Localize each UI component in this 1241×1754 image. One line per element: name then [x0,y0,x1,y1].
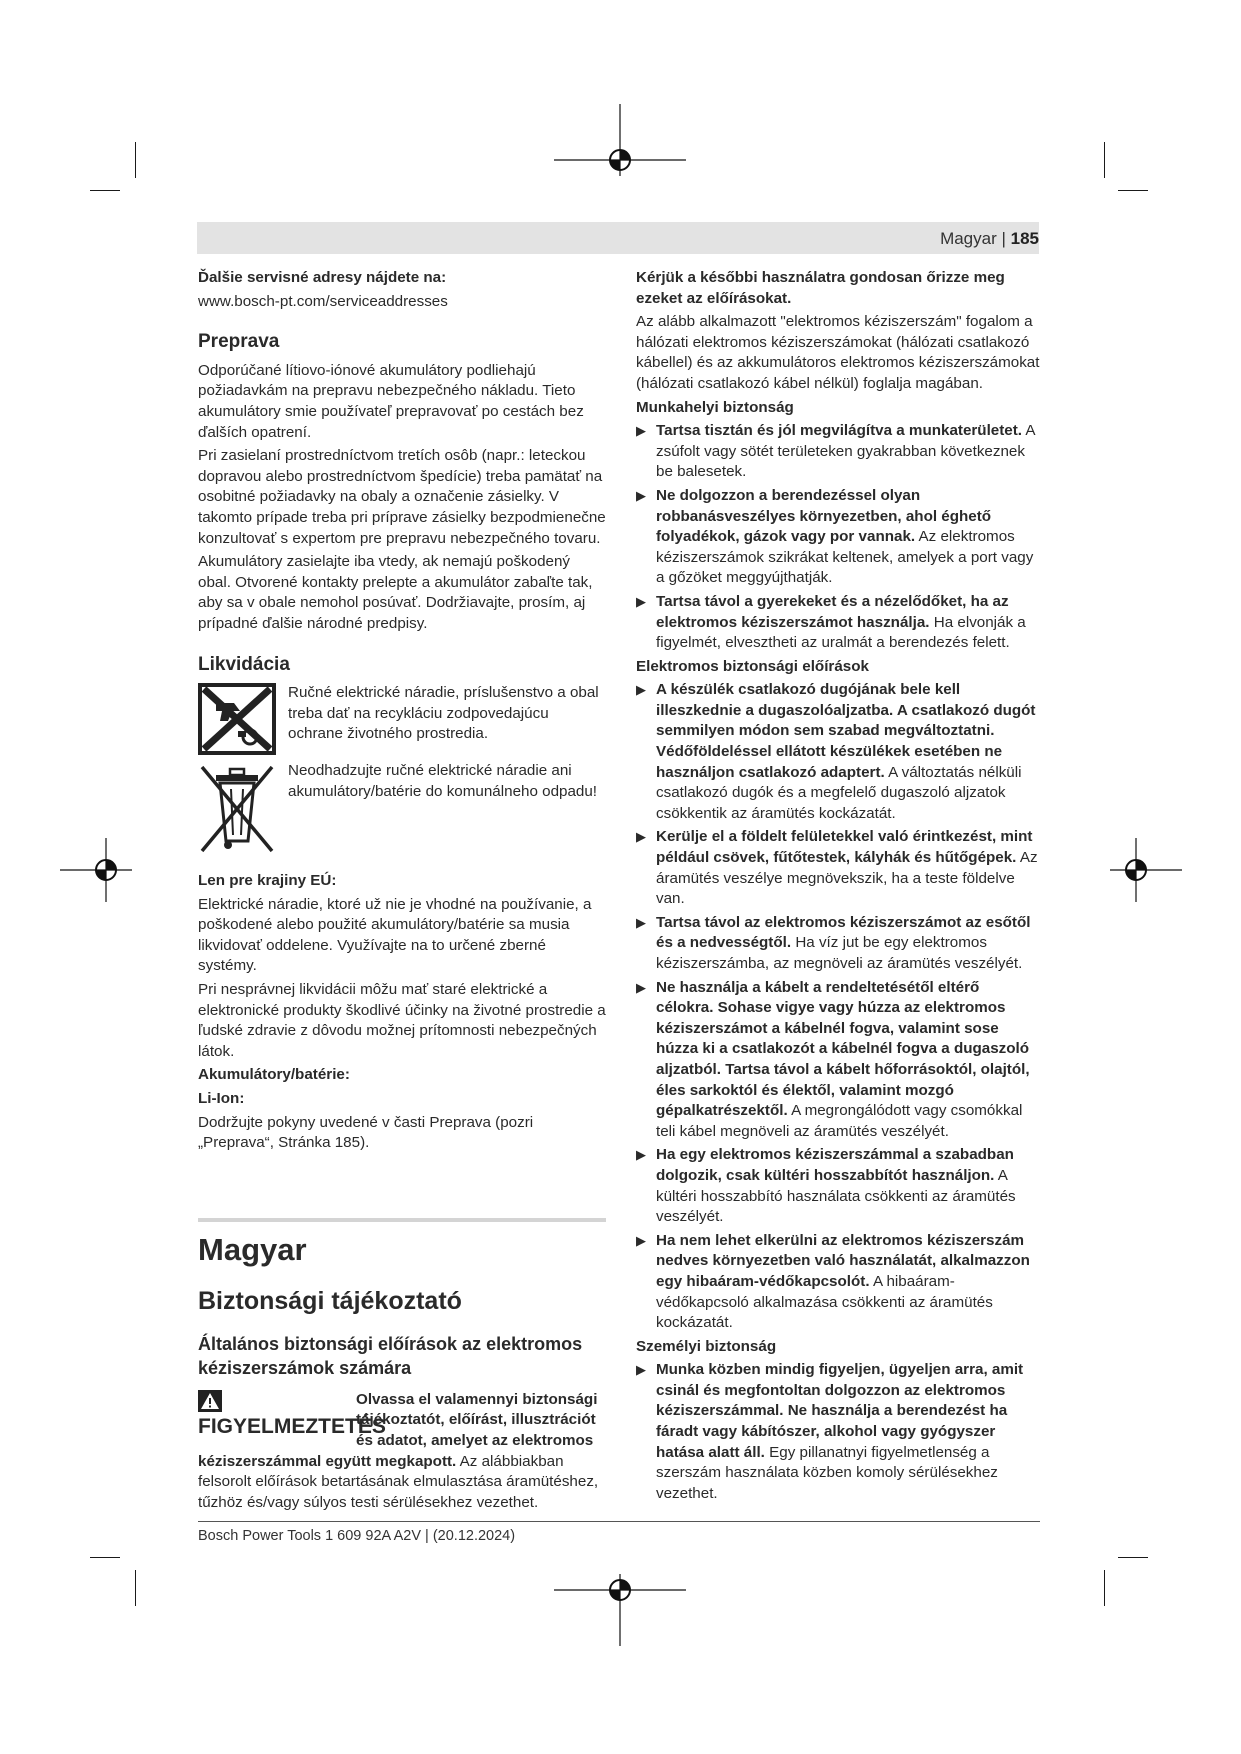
item-text: Ha elvonják a figyelmét, elvesztheti az uralmát a berendezés felett. [656,613,1026,652]
item-text: A hibaáram-védőkapcsoló alkalmazása csökkenti az áramütés kockázatát. [656,1272,993,1332]
biztonsagi-heading: Biztonsági tájékoztató [198,1286,462,1315]
crop-mark [90,190,120,191]
item-text: Egy pillanatnyi figyelmetlenség a szerszám használata közben komoly sérülésekhez vezethet. [656,1443,998,1502]
item-bold: Ha nem lehet elkerülni az elektromos kéziszerszám nedves környezetben való használatát, alkalmazzon egy hibaáram-védőkapcsolót. [656,1231,1030,1290]
recycle-text: Ručné elektrické náradie, príslušenstvo a obal treba dať na recykláciu zodpovedajúcu ochrane životného prostredia. [288,684,599,743]
bullet-arrow-icon: ▶ [636,1147,646,1163]
preprava-paragraph: Pri zasielaní prostredníctvom tretích osôb (napr.: leteckou dopravou alebo prostredníctvom špedície) treba pamätať na osobitné požiadavky na obaly a označenie zásielky. V takomto prípade treba pri príprave zásielky bezpodmienečne konzultovať s expertom pre prepravu nebezpečného tovaru. [198,447,606,547]
item-bold: Munka közben mindig figyeljen, ügyeljen arra, amit csinál és megfontoltan dolgozzon az elektromos kéziszerszámmal. Ne használja a berendezést ha fáradt vagy kábítószer, alkohol vagy gyógyszer hatása alatt áll. [656,1361,1024,1461]
header-section: Magyar [940,229,997,248]
list-item [636,680,1040,824]
registration-mark-icon [60,838,132,902]
likvidacia-heading: Likvidácia [198,653,290,675]
warning-triangle-icon [198,1390,222,1412]
elektromos-heading: Elektromos biztonsági előírások [636,657,869,675]
item-text: A zsúfolt vagy sötét területeken gyakrabban következnek be balesetek. [656,422,1035,481]
altalanos-heading: Általános biztonsági előírások az elektromos kéziszerszámok számára [198,1333,583,1378]
list-item [636,913,1040,975]
item-bold: Tartsa távol az elektromos kéziszerszámot az esőtől és a nedvességtől. [656,913,1031,952]
bullet-arrow-icon: ▶ [636,487,646,503]
list-item [636,592,1040,654]
recycle-notice [198,683,606,755]
crop-mark [1104,1570,1105,1606]
list-item [636,1231,1040,1334]
liion-text: Dodržujte pokyny uvedené v časti Preprava (pozri „Preprava“, Stránka 185). [198,1113,534,1152]
bullet-arrow-icon: ▶ [636,1362,646,1378]
bullet-arrow-icon: ▶ [636,682,646,698]
left-column [198,268,606,1513]
list-item [636,1145,1040,1227]
crop-mark [1118,1557,1148,1558]
registration-mark-icon [554,104,686,176]
item-bold: Ha egy elektromos kéziszerszámmal a szabadban dolgozik, csak kültéri hosszabbítót használjon. [656,1146,1014,1184]
item-text: A változtatás nélküli csatlakozó dugók és a megfelelő dugaszoló aljzatok csökkentik az áramütés kockázatát. [656,763,1022,822]
item-bold: Ne használja a kábelt a rendeltetésétől eltérő célokra. Sohase vigye vagy húzza az elektromos kéziszerszámot a kábelnél fogva, valamint sose húzza ki a csatlakozót a kábelnél fogva a dugaszoló aljzatból. Tartsa távol a kábelt hőforrásoktól, olajtól, éles sarkoktól és élektől, valamint mozgó gépalkatrészektől. [656,978,1030,1120]
crossed-bin-icon [198,761,276,857]
intro-text: Az alább alkalmazott "elektromos kéziszerszám" fogalom a hálózati elektromos kéziszerszámokat (hálózati csatlakozó kábellel) és az akkumulátoros elektromos kéziszerszámokat (hálózati csatlakozó kábel nélkül) foglalja magában. [636,313,1040,392]
crop-mark [135,1570,136,1606]
warning-text: Az alábbiakban felsorolt előírások betartásának elmulasztása áramütéshez, tűzhöz és/vagy súlyos testi sérülésekhez vezethet. [198,1452,599,1511]
bullet-arrow-icon: ▶ [636,593,646,609]
magyar-heading: Magyar [198,1231,307,1267]
list-item [636,486,1040,589]
right-column [636,268,1040,1507]
preprava-heading: Preprava [198,331,280,353]
crop-mark [90,1557,120,1558]
warning-label-text: FIGYELMEZTETÉS [198,1414,386,1438]
bullet-arrow-icon: ▶ [636,914,646,930]
service-heading: Ďalšie servisné adresy nájdete na: [198,269,447,286]
intro-bold: Kérjük a későbbi használatra gondosan őrizze meg ezeket az előírásokat. [636,269,1005,307]
crop-mark [135,142,136,178]
footer-rule [198,1521,1040,1522]
item-text: A kültéri hosszabbító használata csökkenti az áramütés veszélyét. [656,1166,1016,1226]
item-bold: Tartsa távol a gyerekeket és a nézelődőket, ha az elektromos kéziszerszámot használja. [656,592,1009,631]
preprava-paragraph: Odporúčané lítiovo-iónové akumulátory podliehajú požiadavkám na prepravu nebezpečného nákladu. Tieto akumulátory smie používateľ prepravovať po cestách bez ďalších opatrení. [198,361,584,441]
crop-mark [1118,190,1148,191]
list-item [636,421,1040,483]
bullet-arrow-icon: ▶ [636,423,646,439]
item-text: Az elektromos kéziszerszámok szikrákat keltenek, amelyek a port vagy a gőzöket meggyújthatják. [656,528,1034,587]
item-bold: Ne dolgozzon a berendezéssel olyan robbanásveszélyes környezetben, ahol éghető folyadékok, gázok vagy por vannak. [656,486,992,546]
liion-heading: Li-Ion: [198,1090,245,1108]
page-header: Magyar | 185 [940,229,1039,248]
eu-paragraph: Pri nesprávnej likvidácii môžu mať staré elektrické a elektronické produkty škodlivé účinky na životné prostredie a ľudské zdravie z dôvodu možnej prítomnosti nebezpečných látok. [198,981,606,1060]
item-text: A megrongálódott vagy csomókkal teli kábel megnöveli az áramütés veszélyét. [656,1102,1023,1140]
waste-bin-notice [198,761,606,857]
bullet-arrow-icon: ▶ [636,829,646,845]
page-number: 185 [1010,229,1039,248]
bullet-arrow-icon: ▶ [636,1232,646,1248]
item-text: Az áramütés veszélye megnövekszik, ha a teste földelve van. [656,849,1038,908]
section-divider [198,1218,606,1222]
warning-bold-text: Olvassa el valamennyi biztonsági tájékoztatót, előírást, illusztrációt és adatot, amelyet az elektromos kéziszerszámmal együtt megkapott. [198,1390,598,1470]
item-bold: Kerülje el a földelt felületekkel való érintkezést, mint például csövek, fűtőtestek, kályhák és hűtőgépek. [656,828,1033,867]
warning-block [198,1390,606,1514]
bullet-arrow-icon: ▶ [636,979,646,995]
item-text: Ha víz jut be egy elektromos kéziszerszámba, az megnöveli az áramütés veszélyét. [656,934,1023,972]
waste-bin-text: Neodhadzujte ručné elektrické náradie ani akumulátory/batérie do komunálneho odpadu! [288,762,598,800]
registration-mark-icon [1110,838,1182,902]
crop-mark [1104,142,1105,178]
list-item [636,827,1040,909]
page-footer: Bosch Power Tools 1 609 92A A2V | (20.12.2024) [198,1528,516,1544]
munkahelyi-heading: Munkahelyi biztonság [636,398,794,416]
header-band [197,222,1039,254]
registration-mark-icon [554,1574,686,1646]
preprava-paragraph: Akumulátory zasielajte iba vtedy, ak nemajú poškodený obal. Otvorené kontakty prelepte a akumulátor zabaľte tak, aby sa v obale nemohol posúvať. Dodržiavajte, prosím, aj prípadné ďalšie národné predpisy. [198,553,593,632]
list-item [636,1360,1040,1504]
szemelyi-heading: Személyi biztonság [636,1337,777,1355]
akumulatory-heading: Akumulátory/batérie: [198,1066,350,1084]
service-url: www.bosch-pt.com/serviceaddresses [198,292,448,310]
warning-label [198,1390,386,1439]
eu-paragraph: Elektrické náradie, ktoré už nie je vhodné na používanie, a poškodené alebo použité akumulátory/batérie sa musia likvidovať oddelene. Využívajte na to určené zberné systémy. [198,895,592,975]
item-bold: Tartsa tisztán és jól megvilágítva a munkaterületet. [656,422,1023,440]
item-bold: A készülék csatlakozó dugójának bele kell illeszkednie a dugaszolóaljzatba. A csatlakozó dugót semmilyen módon sem szabad megváltoztatni. Védőföldeléssel ellátott készülékek esetében ne használjon csatlakozó adaptert. [656,681,1036,781]
list-item [636,978,1040,1143]
eu-heading: Len pre krajiny EÚ: [198,872,337,890]
recycle-tool-icon [198,683,276,755]
